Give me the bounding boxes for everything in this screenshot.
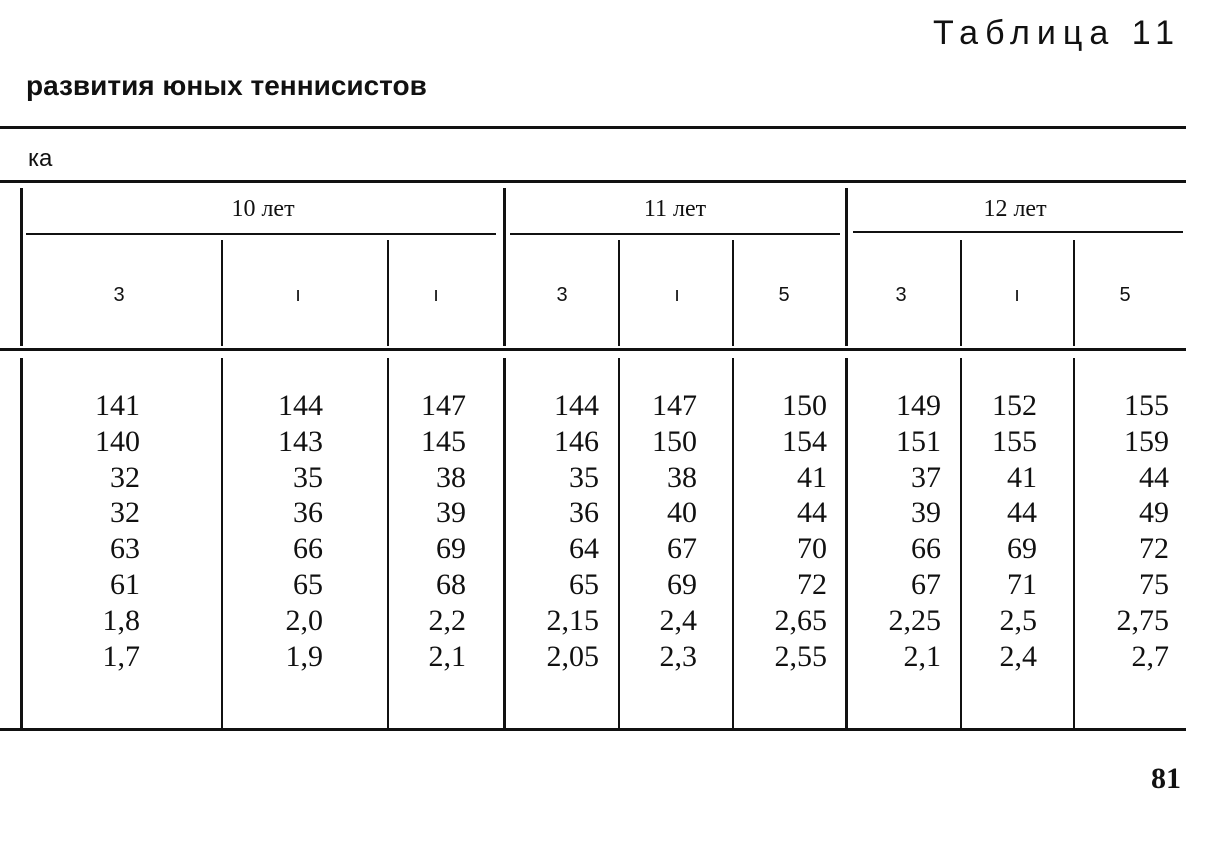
column-divider-body bbox=[1073, 358, 1075, 728]
table-cell: 67 bbox=[667, 532, 697, 566]
column-divider-top bbox=[221, 240, 223, 346]
column-divider-top bbox=[960, 240, 962, 346]
data-column bbox=[992, 388, 1037, 674]
table-cell: 2,4 bbox=[999, 639, 1037, 673]
table-cell: 155 bbox=[992, 424, 1037, 458]
table-cell: 69 bbox=[667, 567, 697, 601]
table-cell: 2,15 bbox=[546, 603, 599, 637]
table-cell: 44 bbox=[797, 496, 827, 530]
data-column bbox=[652, 388, 697, 674]
table-cell: 38 bbox=[667, 460, 697, 494]
table-label: Таблица 11 bbox=[932, 14, 1181, 52]
table-cell: 1,8 bbox=[102, 603, 140, 637]
table-cell: 2,4 bbox=[659, 603, 697, 637]
group-rule-10 bbox=[26, 233, 496, 235]
group-divider-top bbox=[503, 188, 506, 346]
table-title: развития юных теннисистов bbox=[26, 70, 427, 101]
table-cell: 151 bbox=[896, 424, 941, 458]
table-cell: 72 bbox=[797, 567, 827, 601]
table-cell: 150 bbox=[652, 424, 697, 458]
table-cell: 150 bbox=[782, 389, 827, 422]
sub-header: ı bbox=[674, 284, 680, 306]
table-cell: 147 bbox=[421, 389, 466, 422]
sub-header: 3 bbox=[113, 284, 125, 306]
table-cell: 140 bbox=[95, 424, 140, 458]
column-divider-body bbox=[221, 358, 223, 728]
table-cell: 36 bbox=[293, 496, 323, 530]
table-cell: 146 bbox=[554, 424, 599, 458]
table-cell: 71 bbox=[1007, 567, 1037, 601]
data-column bbox=[95, 388, 140, 674]
table-cell: 32 bbox=[110, 460, 140, 494]
table-cell: 69 bbox=[436, 532, 466, 566]
table-cell: 2,1 bbox=[903, 639, 941, 673]
table-cell: 143 bbox=[278, 424, 323, 458]
table-cell: 64 bbox=[569, 532, 599, 566]
sub-header: 5 bbox=[778, 284, 790, 306]
table-cell: 63 bbox=[110, 532, 140, 566]
table-cell: 36 bbox=[569, 496, 599, 530]
table-cell: 154 bbox=[782, 424, 827, 458]
sub-header: ı bbox=[1014, 284, 1020, 306]
table-cell: 2,7 bbox=[1131, 639, 1169, 673]
page-number: 81 bbox=[1151, 762, 1181, 795]
table-cell: 41 bbox=[1007, 460, 1037, 494]
left-border-body bbox=[20, 358, 23, 730]
table-cell: 2,25 bbox=[888, 603, 941, 637]
table-cell: 2,5 bbox=[999, 603, 1037, 637]
table-cell: 72 bbox=[1139, 532, 1169, 566]
group-divider-top bbox=[845, 188, 848, 346]
table-cell: 2,1 bbox=[428, 639, 466, 673]
bottom-rule bbox=[0, 728, 1186, 731]
table-cell: 69 bbox=[1007, 532, 1037, 566]
data-column bbox=[421, 388, 466, 674]
header-rule bbox=[0, 180, 1186, 183]
table-cell: 2,55 bbox=[774, 639, 827, 673]
table-cell: 49 bbox=[1139, 496, 1169, 530]
column-divider-top bbox=[387, 240, 389, 346]
table-cell: 61 bbox=[110, 567, 140, 601]
table-cell: 44 bbox=[1007, 496, 1037, 530]
column-divider-body bbox=[618, 358, 620, 728]
table-cell: 41 bbox=[797, 460, 827, 494]
table-cell: 67 bbox=[911, 567, 941, 601]
left-border-top bbox=[20, 188, 23, 346]
data-column bbox=[889, 388, 942, 674]
data-column bbox=[278, 388, 323, 674]
group-rule-11 bbox=[510, 233, 840, 235]
table-cell: 2,75 bbox=[1116, 603, 1169, 637]
table-cell: 145 bbox=[421, 424, 466, 458]
group-divider-body bbox=[845, 358, 848, 728]
table-cell: 66 bbox=[911, 532, 941, 566]
column-divider-top bbox=[1073, 240, 1075, 346]
table-cell: 149 bbox=[896, 389, 941, 422]
subheader-rule bbox=[0, 348, 1186, 351]
table-cell: 70 bbox=[797, 532, 827, 566]
sub-header: 3 bbox=[895, 284, 907, 306]
sub-header: 5 bbox=[1119, 284, 1131, 306]
age-group-11: 11 лет bbox=[643, 196, 707, 222]
table-cell: 1,7 bbox=[102, 639, 140, 673]
table-cell: 35 bbox=[569, 460, 599, 494]
top-rule bbox=[0, 126, 1186, 129]
data-column bbox=[547, 388, 600, 674]
table-cell: 44 bbox=[1139, 460, 1169, 494]
data-column bbox=[775, 388, 828, 674]
data-column bbox=[1117, 388, 1170, 674]
table-cell: 2,65 bbox=[774, 603, 827, 637]
table-cell: 32 bbox=[110, 496, 140, 530]
table-cell: 152 bbox=[992, 389, 1037, 422]
table-cell: 159 bbox=[1124, 424, 1169, 458]
group-divider-body bbox=[503, 358, 506, 728]
stub-header: ка bbox=[28, 145, 53, 172]
table-cell: 2,3 bbox=[659, 639, 697, 673]
table-cell: 35 bbox=[293, 460, 323, 494]
table-cell: 40 bbox=[667, 496, 697, 530]
column-divider-top bbox=[732, 240, 734, 346]
table-cell: 37 bbox=[911, 460, 941, 494]
table-cell: 68 bbox=[436, 567, 466, 601]
table-cell: 65 bbox=[569, 567, 599, 601]
table-cell: 65 bbox=[293, 567, 323, 601]
table-cell: 2,05 bbox=[546, 639, 599, 673]
table-cell: 144 bbox=[554, 389, 599, 422]
column-divider-body bbox=[732, 358, 734, 728]
table-cell: 38 bbox=[436, 460, 466, 494]
table-cell: 39 bbox=[436, 496, 466, 530]
column-divider-body bbox=[960, 358, 962, 728]
age-group-10: 10 лет bbox=[231, 196, 295, 222]
column-divider-body bbox=[387, 358, 389, 728]
sub-header: 3 bbox=[556, 284, 568, 306]
column-divider-top bbox=[618, 240, 620, 346]
sub-header: ı bbox=[433, 284, 439, 306]
table-cell: 75 bbox=[1139, 567, 1169, 601]
table-cell: 155 bbox=[1124, 389, 1169, 422]
table-cell: 141 bbox=[95, 389, 140, 422]
sub-header: ı bbox=[295, 284, 301, 306]
group-rule-12 bbox=[853, 231, 1183, 233]
table-cell: 2,2 bbox=[428, 603, 466, 637]
table-cell: 2,0 bbox=[285, 603, 323, 637]
table-cell: 144 bbox=[278, 389, 323, 422]
table-cell: 1,9 bbox=[285, 639, 323, 673]
table-cell: 147 bbox=[652, 389, 697, 422]
table-cell: 39 bbox=[911, 496, 941, 530]
age-group-12: 12 лет bbox=[983, 196, 1047, 222]
table-cell: 66 bbox=[293, 532, 323, 566]
